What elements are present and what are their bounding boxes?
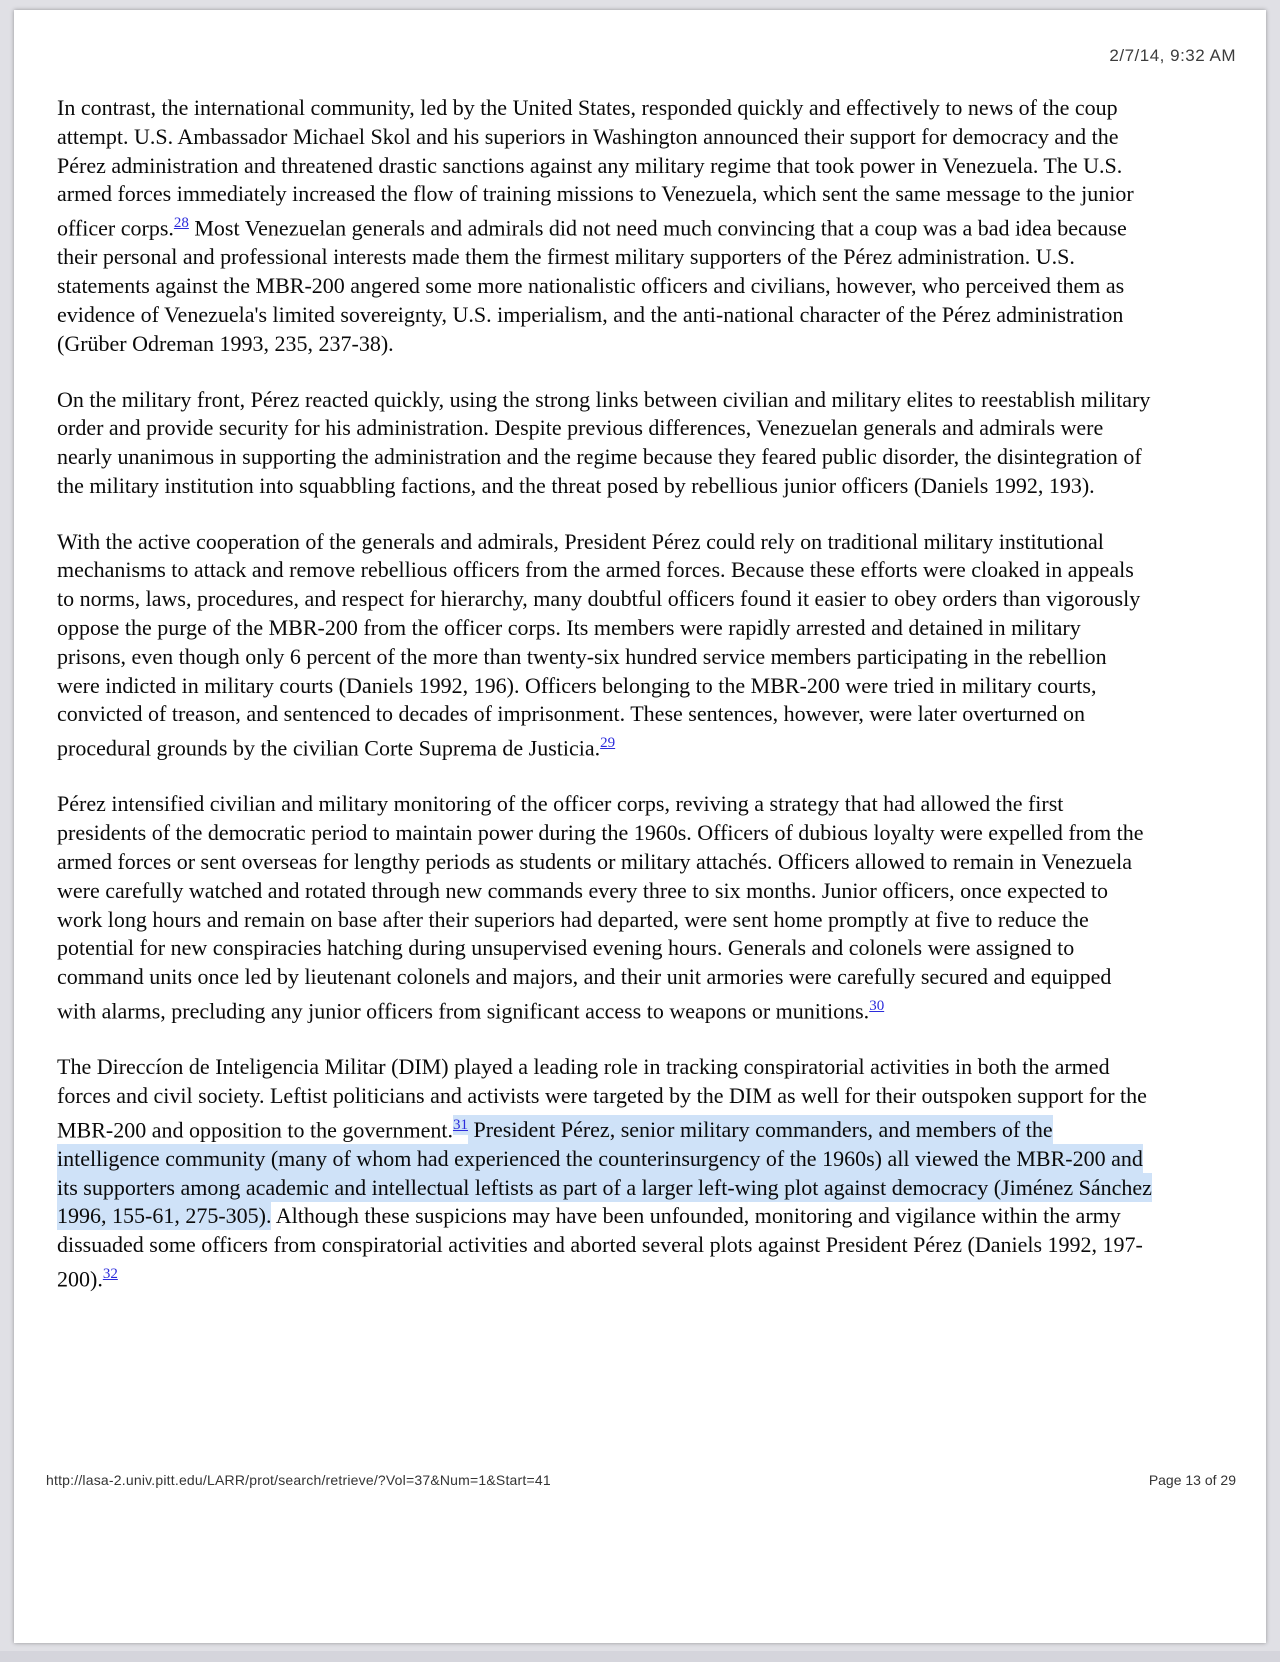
body-text-segment: With the active cooperation of the generals and admirals, President Pérez could rely on traditional military institutional mechanisms to attack and remove rebellious officers from the armed forces. Because these efforts were cloaked in appeals to norms, laws, procedures, and respect for hierarchy, many doubtful officers found it easier to obey orders than vigorously oppose the purge of the MBR-200 from the officer corps. Its members were rapidly arrested and detained in military prisons, even though only 6 percent of the more than twenty-six hundred service members participating in the rebellion were indicted in military courts (Daniels 1992, 196). Officers belonging to the MBR-200 were tried in military courts, convicted of treason, and sentenced to decades of imprisonment. These sentences, however, were later overturned on procedural grounds by the civilian Corte Suprema de Justicia. (57, 528, 1141, 761)
footnote-link-28[interactable]: 28 (173, 215, 189, 232)
body-text-segment: Pérez intensified civilian and military monitoring of the officer corps, reviving a strategy that had allowed the first presidents of the democratic period to maintain power during the 1960s. Officers of dubious loyalty were expelled from the armed forces or sent overseas for lengthy periods as students or military attachés. Officers allowed to remain in Venezuela were carefully watched and rotated through new commands every three to six months. Junior officers, once expected to work long hours and remain on base after their superiors had departed, were sent home promptly at five to reduce the potential for new conspiracies hatching during unsupervised evening hours. Generals and colonels were assigned to command units once led by lieutenant colonels and majors, and their unit armories were carefully secured and equipped with alarms, precluding any junior officers from significant access to weapons or munitions. (57, 791, 1144, 1024)
footnote-link-31[interactable]: 31 (452, 1116, 468, 1133)
document-body (57, 94, 1154, 1321)
paragraph (57, 94, 1154, 359)
footnote-link-32[interactable]: 32 (102, 1266, 118, 1282)
paragraph (57, 790, 1154, 1026)
paragraph (57, 386, 1154, 501)
highlighted-text-segment: President Pérez, senior military commanders, and members of the intelligence community (many of whom had experienced the counterinsurgency of the 1960s) all viewed the MBR-200 and its supporters among academic and intellectual leftists as part of a larger left-wing plot against democracy (Jiménez Sánchez 1996, 155-61, 275-305). (57, 1117, 1152, 1229)
page-gap-strip (0, 1651, 1280, 1662)
body-text-segment: In contrast, the international community, led by the United States, responded quickly and effectively to news of the coup attempt. U.S. Ambassador Michael Skol and his superiors in Washington announced their support for democracy and the Pérez administration and threatened drastic sanctions against any military regime that took power in Venezuela. The U.S. armed forces immediately increased the flow of training missions to Venezuela, which sent the same message to the junior officer corps. (57, 95, 1134, 241)
body-text-segment: Most Venezuelan generals and admirals did not need much convincing that a coup was a bad idea because their personal and professional interests made them the firmest military supporters of the Pérez administration. U.S. statements against the MBR-200 angered some more nationalistic officers and civilians, however, who perceived them as evidence of Venezuela's limited sovereignty, U.S. imperialism, and the anti-national character of the Pérez administration (Grüber Odreman 1993, 235, 237-38). (57, 215, 1127, 356)
print-footer (46, 1472, 1236, 1488)
body-text-segment: On the military front, Pérez reacted quickly, using the strong links between civilian and military elites to reestablish military order and provide security for his administration. Despite previous differences, Venezuelan generals and admirals were nearly unanimous in supporting the administration and the regime because they feared public disorder, the disintegration of the military institution into squabbling factions, and the threat posed by rebellious junior officers (Daniels 1992, 193). (57, 386, 1151, 498)
body-text-segment: The Direccíon de Inteligencia Militar (DIM) played a leading role in tracking conspiratorial activities in both the armed forces and civil society. Leftist politicians and activists were targeted by the DIM as well for their outspoken support for the MBR-200 and opposition to the government. (57, 1054, 1147, 1143)
body-text-segment: Although these suspicions may have been unfounded, monitoring and vigilance within the army dissuaded some officers from conspiratorial activities and aborted several plots against President Pérez (Daniels 1992, 197-200). (57, 1203, 1143, 1292)
print-timestamp: 2/7/14, 9:32 AM (1109, 46, 1236, 65)
print-header (46, 46, 1236, 66)
page-number: Page 13 of 29 (1148, 1472, 1236, 1488)
source-url: http://lasa-2.univ.pitt.edu/LARR/prot/search/retrieve/?Vol=37&Num=1&Start=41 (46, 1472, 551, 1488)
footnote-link-29[interactable]: 29 (600, 735, 616, 752)
paragraph (57, 1053, 1154, 1294)
paragraph (57, 528, 1154, 764)
document-page (14, 10, 1266, 1643)
footnote-link-30[interactable]: 30 (869, 997, 885, 1014)
